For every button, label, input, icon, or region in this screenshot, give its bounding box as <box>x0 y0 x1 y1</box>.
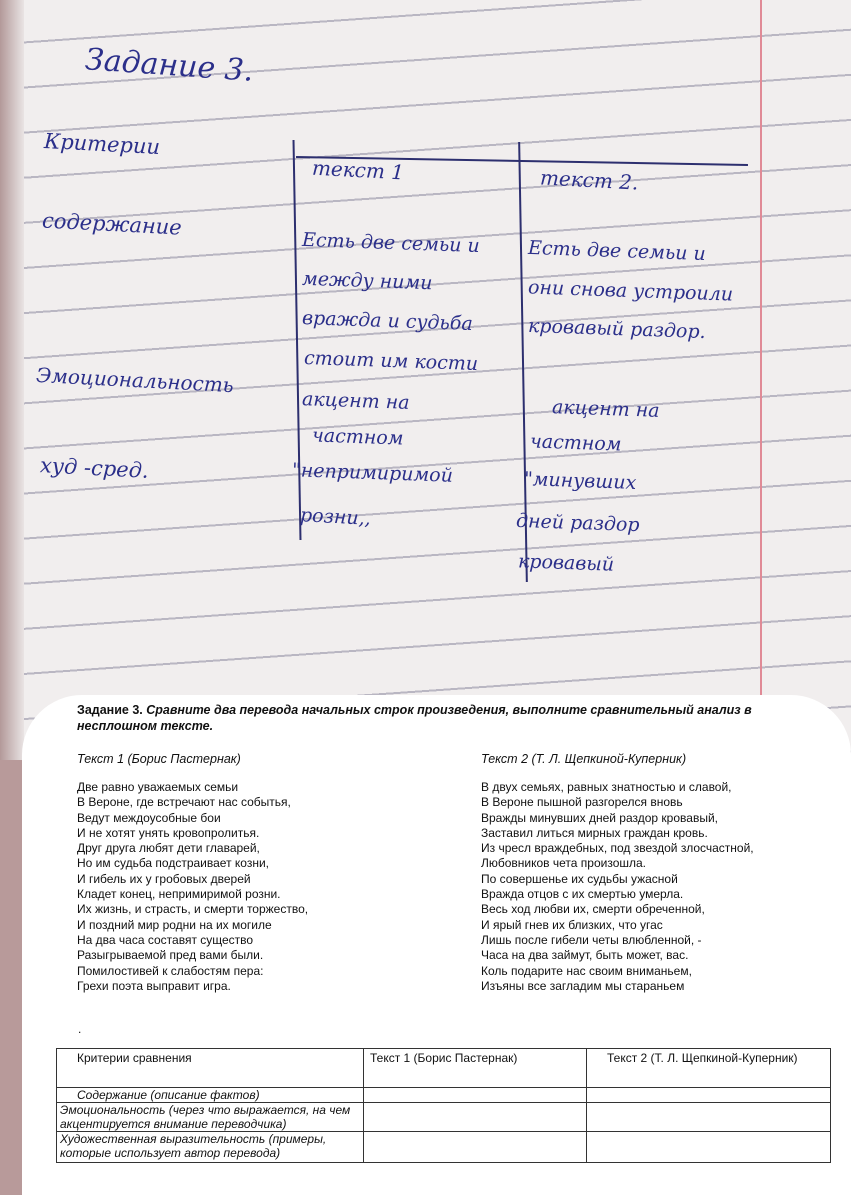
text1-title: Текст 1 (Борис Пастернак) <box>77 752 241 766</box>
text2-poem <box>481 780 754 994</box>
table-cell-empty[interactable] <box>587 1132 831 1163</box>
text2-line: Часа на два займут, быть может, вас. <box>481 948 689 963</box>
text2-title: Текст 2 (Т. Л. Щепкиной-Куперник) <box>481 752 687 766</box>
comparison-table <box>56 1048 831 1163</box>
hw-heading: Задание 3. <box>83 42 255 89</box>
hw-r2c2-line2: частном <box>529 430 622 456</box>
text1-line: Разыгрываемой пред вами были. <box>77 948 264 963</box>
text2-line: И ярый гнев их близких, что угас <box>481 917 663 932</box>
task-instruction-text: Сравните два перевода начальных строк произведения, выполните сравнительный анализ в несплошном тексте. <box>77 703 752 733</box>
text2-line: Заставил литься мирных граждан кровь. <box>481 825 708 840</box>
text1-poem <box>77 780 308 994</box>
hw-criterion-emotion: Эмоциональность <box>35 362 235 398</box>
paper-edge-shadow <box>0 0 24 760</box>
hw-r1c1-line1: Есть две семьи и <box>301 228 481 258</box>
hw-criterion-content: содержание <box>41 208 183 240</box>
text2-line: Любовников чета произошла. <box>481 856 647 871</box>
table-cell-empty[interactable] <box>587 1103 831 1132</box>
text1-line: Помилостивей к слабостям пера: <box>77 963 264 978</box>
hw-r2c1-line2: частном <box>311 424 404 450</box>
hw-r1c2-line3: кровавый раздор. <box>527 314 707 344</box>
text1-line: На два часа составят существо <box>77 932 254 947</box>
hw-criterion-artistic: худ -сред. <box>39 453 150 483</box>
hw-col2-header: текст 2. <box>539 165 639 195</box>
hw-r3c2-line3: кровавый <box>517 550 615 576</box>
hw-r3c1-line1: "непримиримой <box>291 459 454 487</box>
text1-line: Друг друга любят дети главарей, <box>77 841 260 856</box>
criterion-emotion-cell: Эмоциональность (через что выражается, на чем акцентируется внимание переводчика) <box>57 1103 364 1132</box>
text1-line: Ведут междоусобные бои <box>77 810 221 825</box>
table-cell-empty[interactable] <box>364 1103 587 1132</box>
table-row <box>57 1088 831 1103</box>
hw-criteria-header: Критерии <box>43 128 161 160</box>
text1-line: Кладет конец, непримиримой розни. <box>77 887 281 902</box>
text2-line: Из чресл враждебных, под звездой злосчастной, <box>481 841 754 856</box>
table-cell-empty[interactable] <box>364 1088 587 1103</box>
table-cell-empty[interactable] <box>587 1088 831 1103</box>
text1-line: Но им судьба подстраивает козни, <box>77 856 269 871</box>
text2-line: Весь ход любви их, смерти обреченной, <box>481 902 705 917</box>
text2-line: В двух семьях, равных знатностью и славой, <box>481 780 732 794</box>
table-row <box>57 1132 831 1163</box>
text1-line: В Вероне, где встречают нас событья, <box>77 795 291 810</box>
text1-line: Две равно уважаемых семьи <box>77 780 239 794</box>
criterion-artistic-cell: Художественная выразительность (примеры, которые использует автор перевода) <box>57 1132 364 1163</box>
table-header-row <box>57 1049 831 1088</box>
text2-line: Лишь после гибели четы влюбленной, - <box>481 932 702 947</box>
hw-r1c1-line4: стоит им кости <box>303 346 479 376</box>
text1-line: И гибель их у гробовых дверей <box>77 871 251 886</box>
text2-line: Коль подарите нас своим вниманьем, <box>481 963 692 978</box>
text1-line: Их жизнь, и страсть, и смерти торжество, <box>77 902 309 917</box>
hw-col1-header: текст 1 <box>311 155 405 185</box>
text2-line: Вражда отцов с их смертью умерла. <box>481 887 684 902</box>
text2-line: В Вероне пышной разгорелся вновь <box>481 795 683 810</box>
text1-line: И поздний мир родни на их могиле <box>77 917 272 932</box>
table-header-criteria: Критерии сравнения <box>57 1049 364 1088</box>
table-cell-empty[interactable] <box>364 1132 587 1163</box>
task-label: Задание 3. <box>77 703 143 717</box>
stray-dot: . <box>78 1022 82 1036</box>
task-instruction <box>77 702 822 734</box>
table-header-text1: Текст 1 (Борис Пастернак) <box>364 1049 587 1088</box>
table-row <box>57 1103 831 1132</box>
text1-line: И не хотят унять кровопролитья. <box>77 825 260 840</box>
notebook-margin-line <box>760 0 762 760</box>
text2-line: По совершенье их судьбы ужасной <box>481 871 678 886</box>
text2-line: Изъяны все загладим мы стараньем <box>481 978 685 993</box>
hw-r3c2-line2: дней раздор <box>515 509 640 537</box>
hw-r3c2-line1: "минувших <box>523 468 637 494</box>
criterion-content-cell: Содержание (описание фактов) <box>57 1088 364 1103</box>
hw-r3c1-line2: розни,, <box>299 504 372 530</box>
hw-r2c1-line1: акцент на <box>301 388 410 414</box>
hw-r1c2-line1: Есть две семьи и <box>527 236 707 266</box>
hw-r1c2-line2: они снова устроили <box>527 276 734 306</box>
hw-r1c1-line2: между ними <box>301 267 433 295</box>
table-header-text2: Текст 2 (Т. Л. Щепкиной-Куперник) <box>587 1049 831 1088</box>
hw-r1c1-line3: вражда и судьба <box>301 307 474 335</box>
text2-line: Вражды минувших дней раздор кровавый, <box>481 810 718 825</box>
text1-line: Грехи поэта выправит игра. <box>77 978 231 993</box>
hw-r2c2-line1: акцент на <box>551 396 660 422</box>
